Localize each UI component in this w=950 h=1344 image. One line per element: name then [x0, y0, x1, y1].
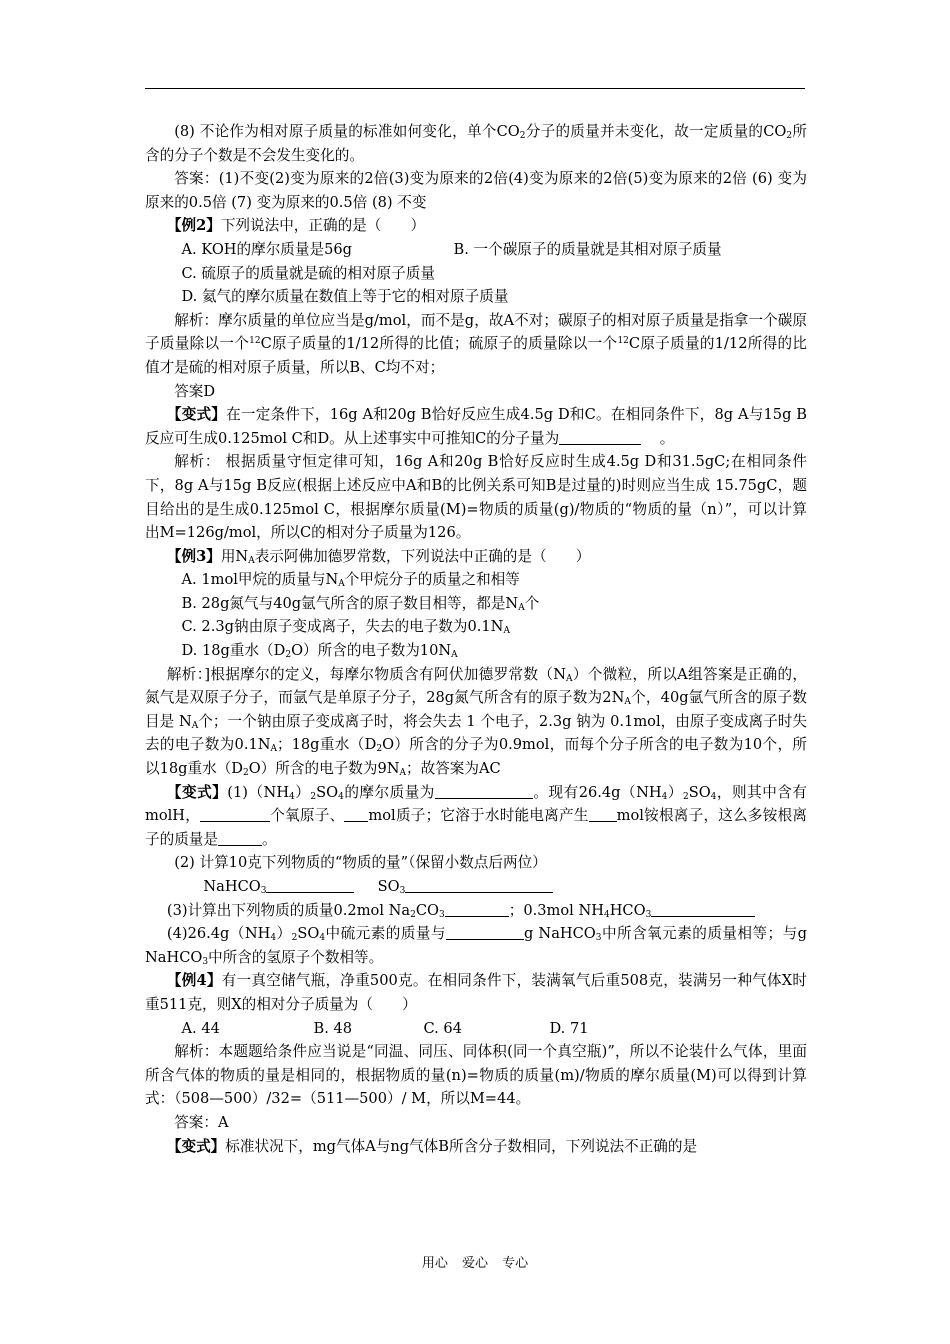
variant-2-part-3: (3)计算出下列物质的质量0.2mol $Na_2CO_3$ ；0.3mol $NH_4HCO_3$	[145, 899, 807, 923]
option-b: B. 28g氮气与40g氩气所含的原子数目相等，都是$N_A$个	[181, 594, 540, 613]
variant-2-part-2-items: NaHCO$_3$ $SO_3$	[145, 875, 807, 899]
example-3-question: 【例3】用$N_A$表示阿佛加德罗常数，下列说法中正确的是（ ）	[166, 547, 591, 566]
option-a: A. KOH的摩尔质量是56g	[181, 240, 352, 258]
variant-2-part-2: (2) 计算10克下列物质的“物质的量”（保留小数点后两位）	[174, 854, 547, 872]
answer-blank	[200, 806, 270, 822]
example-3-analysis: 解析：]根据摩尔的定义，每摩尔物质含有阿伏加德罗常数$(N_A)$个微粒，所以A组答案是正确的，氮气是双原子分子，而氩气是单原子分子，28g氮气所含有的原子数为$2N_A$个，40g氩气所含的原子数目是 $N_A$个；一个钠由原子变成离子时，将会失去 1 个电子，2.3g 钠为 0.1mol，由原子变成离子时失去的电子数为$0.1N_A$；18g重水$(D_2O)$所含的分子为0.9mol，而每个分子所含的电子数为10个，所以18g重水$(D_2O)$所含的电子数为$9N_A$；故答案为AC	[145, 665, 807, 779]
answer-blank	[266, 877, 354, 893]
example-2-answer: 答案D	[174, 382, 216, 400]
answer-blank	[446, 924, 524, 940]
answer-blank	[218, 830, 262, 846]
variant-2-part-1: 【变式】$(1)(NH_4)_2SO_4$的摩尔质量为 。现有$26.4g(NH_4)_2SO_4$，则其中含有molH， 个氧原子、 mol质子；它溶于水时能电离产生 mol铵根离子，这么多铵根离子的质量是 。	[145, 783, 807, 848]
example-2-question: 【例2】下列说法中，正确的是（ ）	[166, 217, 426, 235]
answer-blank	[435, 783, 533, 799]
option-b: B. 一个碳原子的质量就是其相对原子质量	[453, 240, 722, 258]
answer-blank	[589, 806, 617, 822]
answer-blank	[559, 429, 641, 445]
answer-blank	[651, 901, 755, 917]
variant-1-question: 【变式】在一定条件下，16g A和20g B恰好反应生成4.5g D和C。在相同条件下，8g A与15g B反应可生成0.125mol C和D。从上述事实中可推知C的分子量为 。	[145, 406, 807, 447]
option-c: C. 硫原子的质量就是硫的相对原子质量	[181, 264, 435, 282]
variant-3-question: 【变式】标准状况下，mg气体A与ng气体B所含分子数相同，下列说法不正确的是	[166, 1137, 698, 1155]
example-4-options	[145, 1017, 807, 1041]
example-2-options-ab	[145, 238, 807, 262]
document-body	[145, 120, 807, 1158]
header-rule	[145, 88, 805, 89]
answer-1: 答案：(1)不变(2)变为原来的2倍(3)变为原来的2倍(4)变为原来的2倍(5)变为原来的2倍 (6) 变为原来的0.5倍 (7) 变为原来的0.5倍 (8) 不变	[145, 170, 807, 211]
example-4-question: 【例4】有一真空储气瓶，净重500克。在相同条件下，装满氧气后重508克，装满另一种气体X时重511克，则X的相对分子质量为（ ）	[145, 972, 807, 1013]
option-c: C. 64	[423, 1019, 462, 1037]
variant-1-analysis: 解析： 根据质量守恒定律可知，16g A和20g B恰好反应时生成4.5g D和31.5gC;在相同条件下，8g A与15g B反应(根据上述反应中A和B的比例关系可知B是过量的)时则应当生成 15.75gC，题目给出的是生成0.125mol C，根据摩尔质量(M)=物质的质量(g)/物质的“物质的量（n）”，可以计算出M=126g/mol，所以C的相对分子质量为126。	[145, 453, 807, 542]
variant-2-part-4: $(4)26.4g(NH_4)_2SO_4$中硫元素的质量与 g NaHCO$_3$中所含氧元素的质量相等；与g NaHCO$_3$中所含的氢原子个数相等。	[145, 925, 807, 967]
option-a: A. 1mol甲烷的质量与$N_A$个甲烷分子的质量之和相等	[181, 571, 520, 590]
answer-blank	[445, 901, 509, 917]
page-footer: 用心 爱心 专心	[421, 1256, 529, 1271]
option-d: D. 71	[549, 1019, 589, 1037]
example-2-analysis: 解析：摩尔质量的单位应当是g/mol，而不是g，故A不对；碳原子的相对原子质量是指拿一个碳原子质量除以一个$^{12}$C原子质量的1/12所得的比值；硫原子的质量除以一个$^{12}$C原子质量的1/12所得的比值才是硫的相对原子质量，所以B、C均不对；	[145, 311, 807, 376]
explanation-8: (8) 不论作为相对原子质量的标准如何变化，单个$CO_2$分子的质量并未变化，故一定质量的$CO_2$所含的分子个数是不会发生变化的。	[145, 123, 807, 164]
option-b: B. 48	[313, 1019, 353, 1037]
option-c: C. 2.3g钠由原子变成离子，失去的电子数为$0.1N_A$	[181, 618, 510, 637]
option-d: D. 氦气的摩尔质量在数值上等于它的相对原子质量	[181, 288, 509, 306]
option-d: D. 18g重水$(D_2O)$所含的电子数为$10N_A$	[181, 642, 458, 661]
answer-blank	[405, 877, 553, 893]
option-a: A. 44	[181, 1019, 220, 1037]
answer-blank	[344, 806, 368, 822]
example-4-answer: 答案：A	[174, 1113, 229, 1131]
example-4-analysis: 解析：本题题给条件应当说是“同温、同压、同体积(同一个真空瓶)”，所以不论装什么气体，里面所含气体的物质的量是相同的，根据物质的量(n)=物质的质量(m)/物质的摩尔质量(M)可以得到计算式：（508—500）/32=（511—500）/ M，所以M=44。	[145, 1043, 807, 1108]
